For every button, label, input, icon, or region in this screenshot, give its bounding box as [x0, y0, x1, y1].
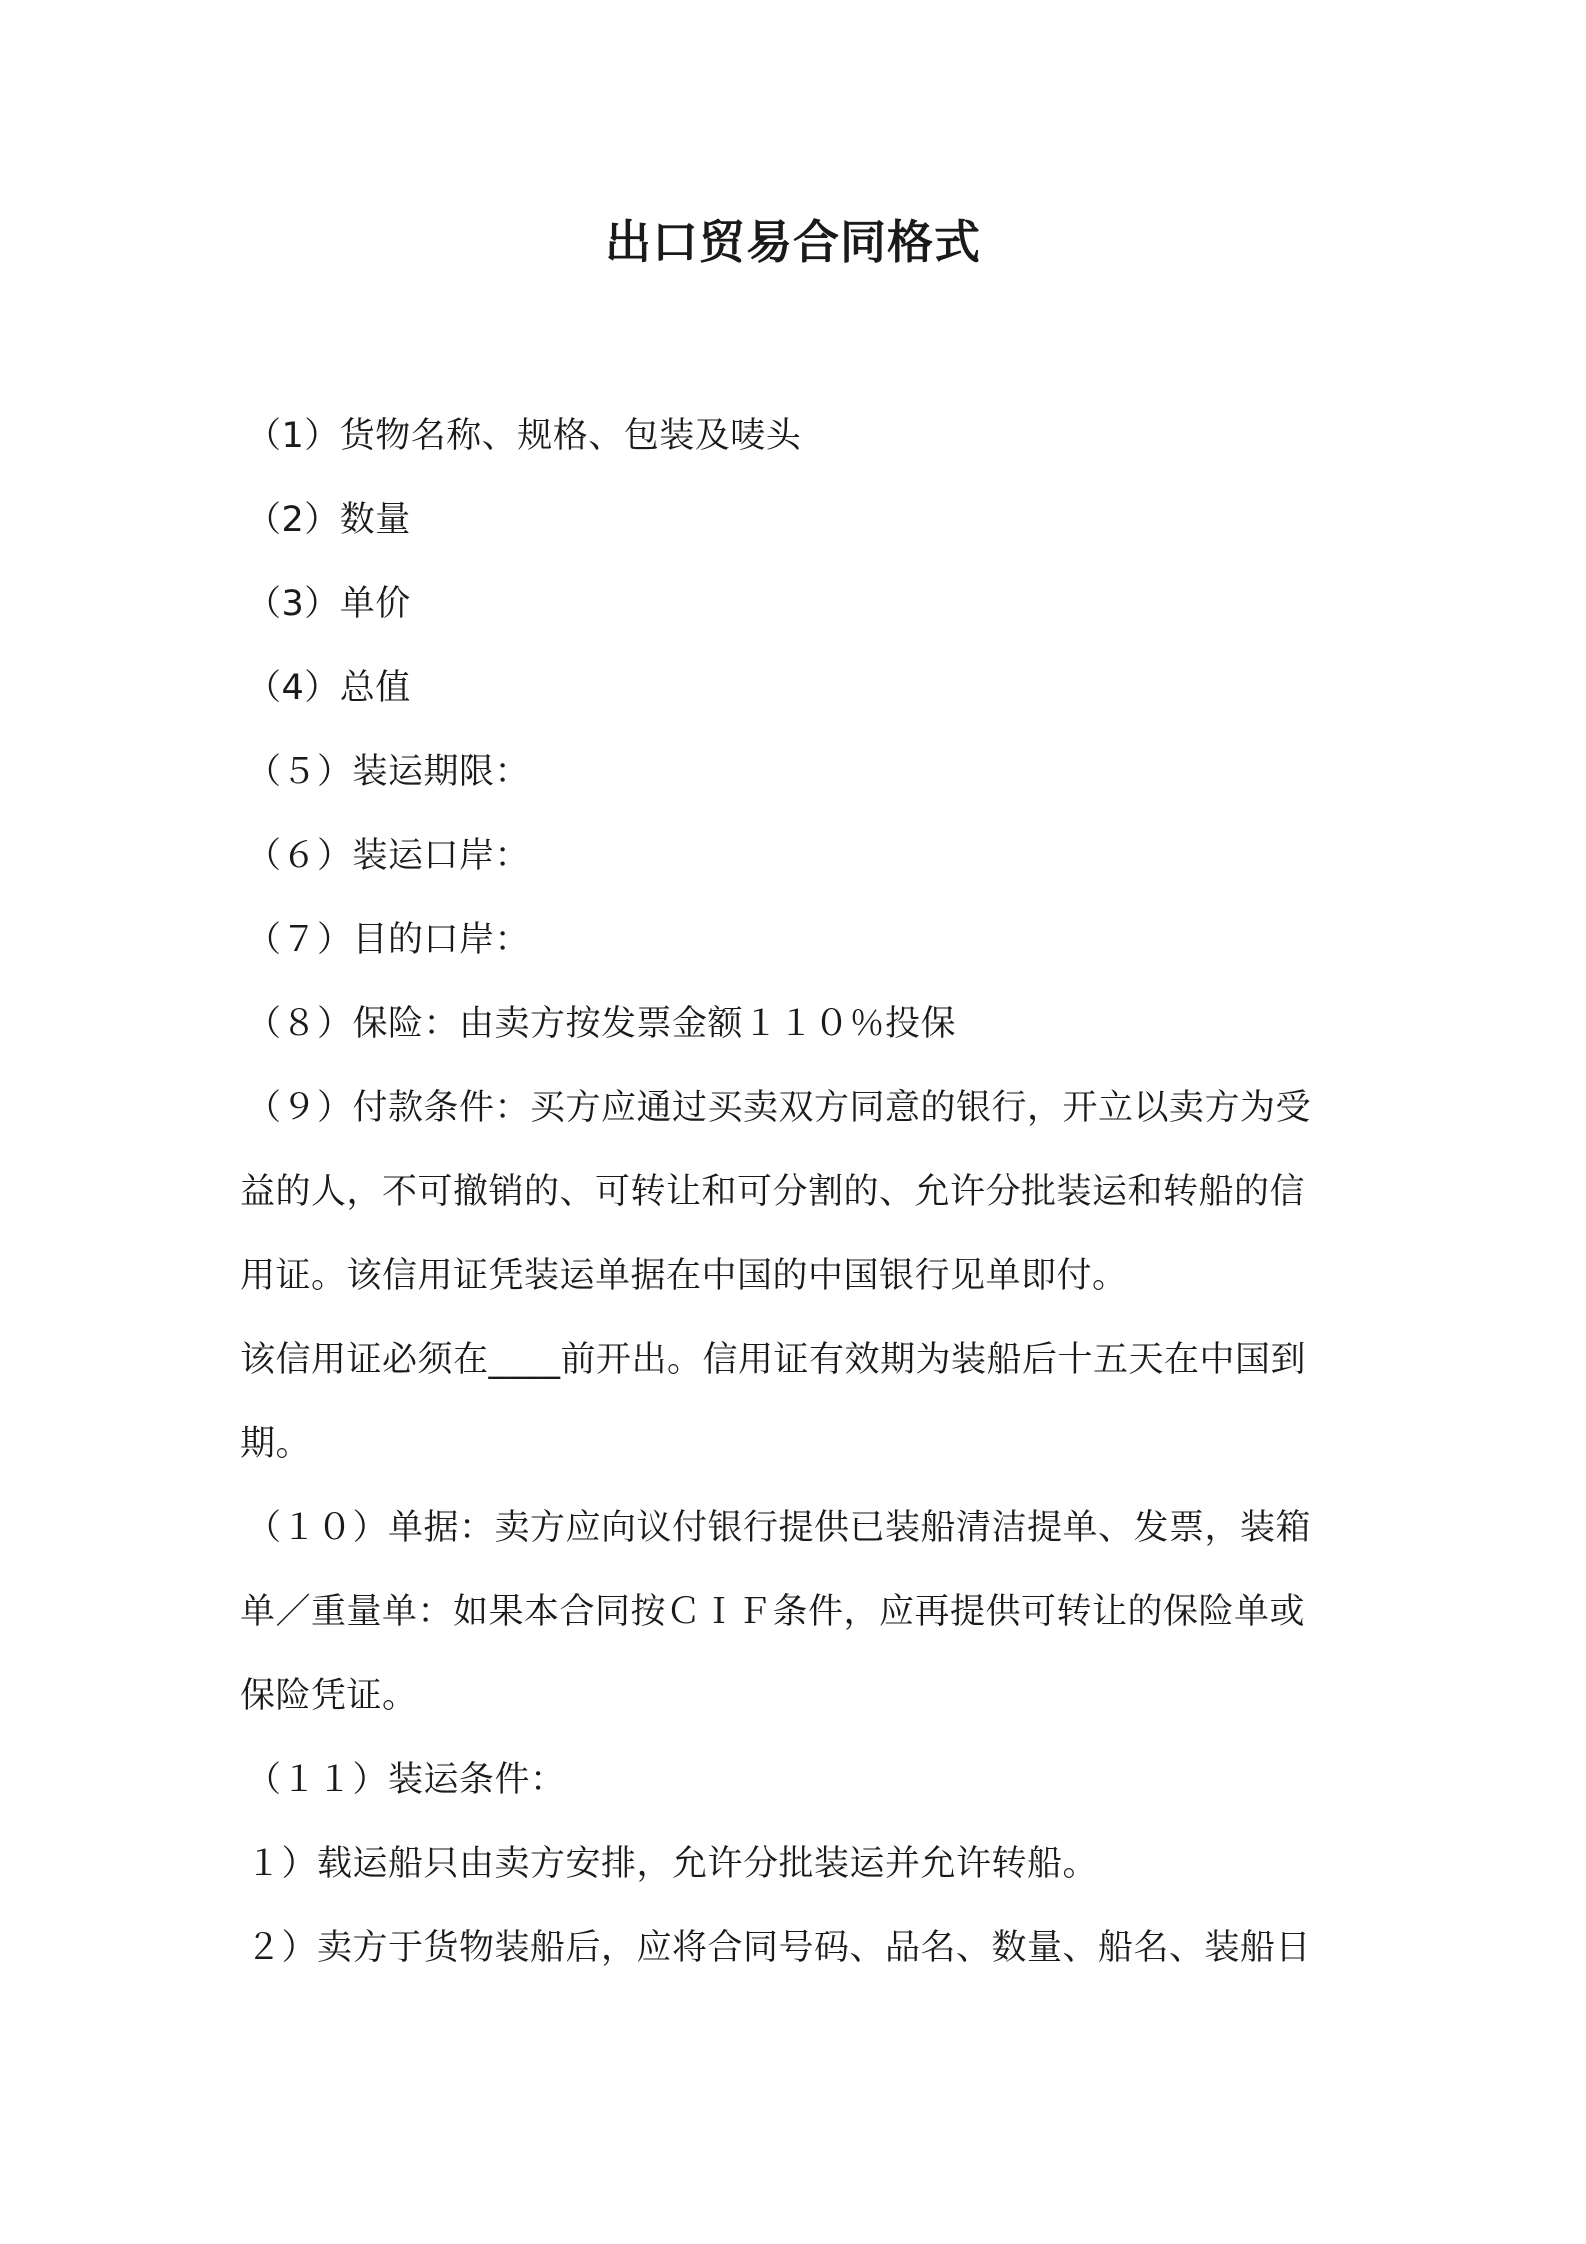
clause-10-documents-line-3: 保险凭证。	[240, 1676, 418, 1716]
clause-11-shipping-terms: （１１）装运条件：	[246, 1760, 566, 1800]
clause-1-goods: （1）货物名称、规格、包装及唛头	[246, 416, 802, 456]
clause-9-payment-line-4: 该信用证必须在____前开出。信用证有效期为装船后十五天在中国到	[240, 1340, 1307, 1380]
clause-10-documents-line-2: 单／重量单：如果本合同按ＣＩＦ条件，应再提供可转让的保险单或	[240, 1592, 1306, 1632]
clause-2-quantity: （2）数量	[246, 500, 411, 540]
clause-7-port-of-destination: （７）目的口岸：	[246, 920, 531, 960]
clause-9-payment-line-3: 用证。该信用证凭装运单据在中国的中国银行见单即付。	[240, 1256, 1128, 1296]
clause-9-payment-line-1: （９）付款条件：买方应通过买卖双方同意的银行，开立以卖方为受	[246, 1088, 1312, 1128]
clause-4-total-value: （4）总值	[246, 668, 411, 708]
document-title: 出口贸易合同格式	[605, 215, 981, 269]
clause-9-payment-line-2: 益的人，不可撤销的、可转让和可分割的、允许分批装运和转船的信	[240, 1172, 1306, 1212]
clause-10-documents-line-1: （１０）单据：卖方应向议付银行提供已装船清洁提单、发票，装箱	[246, 1508, 1312, 1548]
clause-11-item-2: ２）卖方于货物装船后，应将合同号码、品名、数量、船名、装船日	[246, 1928, 1312, 1968]
clause-9-payment-line-5: 期。	[240, 1424, 312, 1464]
clause-11-item-1: １）载运船只由卖方安排，允许分批装运并允许转船。	[246, 1844, 1099, 1884]
clause-3-unit-price: （3）单价	[246, 584, 411, 624]
clause-5-shipment-period: （５）装运期限：	[246, 752, 531, 792]
clause-6-port-of-loading: （６）装运口岸：	[246, 836, 531, 876]
clause-8-insurance: （８）保险：由卖方按发票金额１１０％投保	[246, 1004, 957, 1044]
